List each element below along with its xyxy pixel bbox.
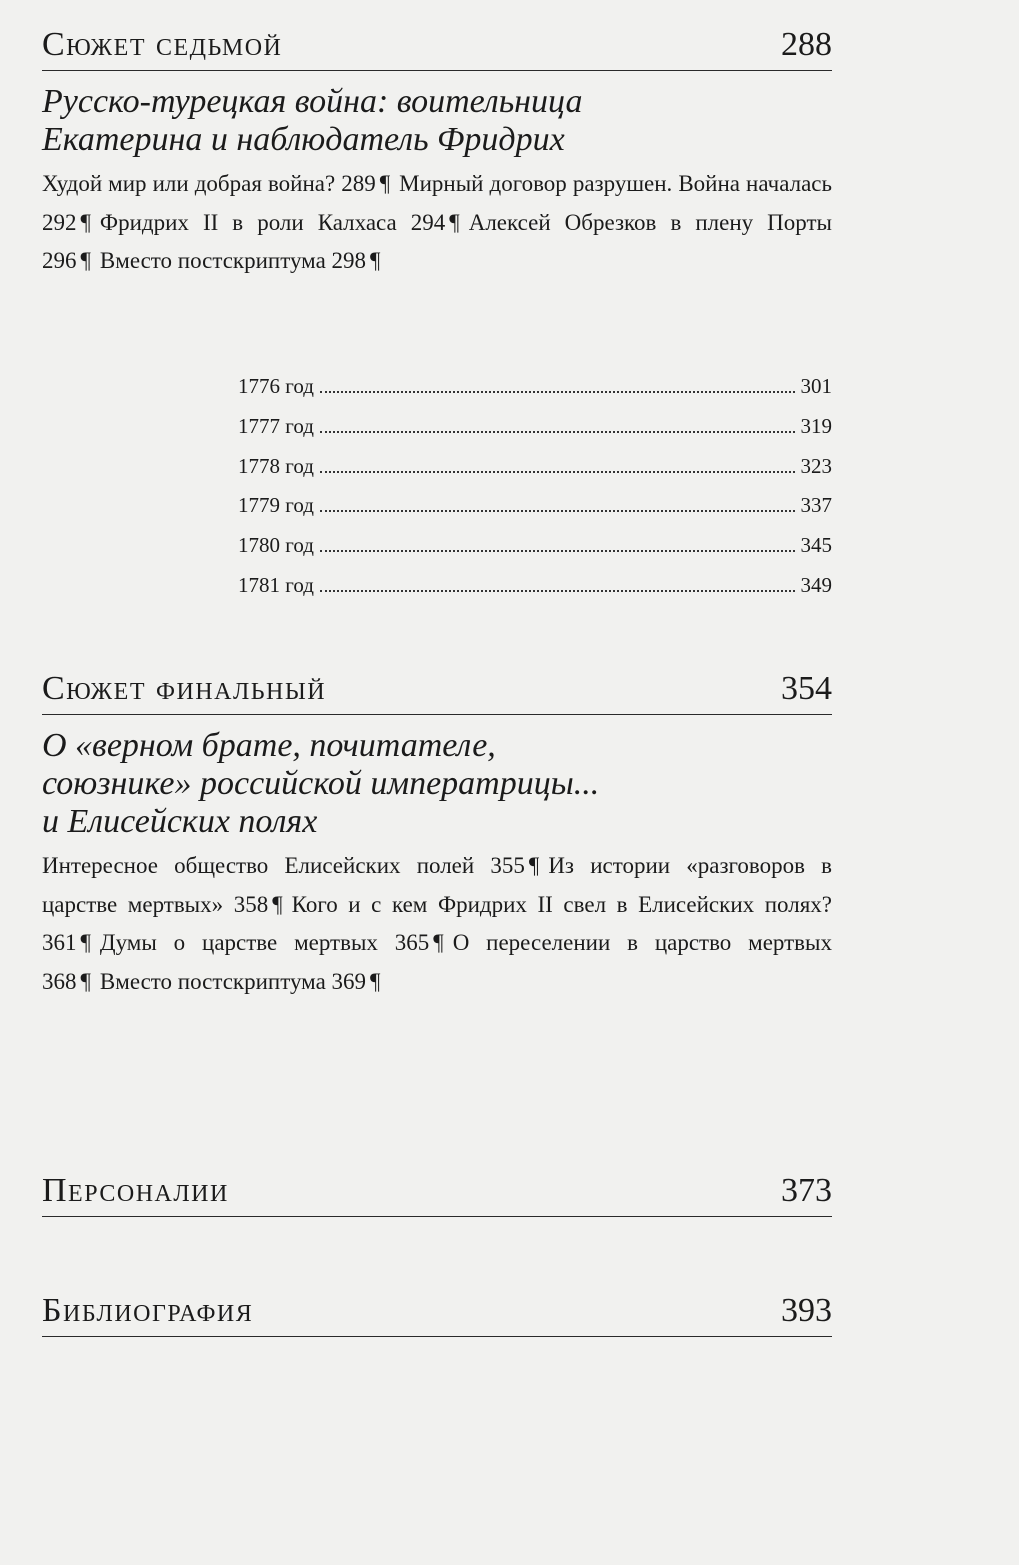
pilcrow-mark: ¶ xyxy=(80,968,91,994)
section-header xyxy=(42,670,832,715)
year-page-number: 319 xyxy=(800,413,832,438)
section-header xyxy=(42,1292,832,1337)
dot-leader xyxy=(320,471,795,473)
dot-leader xyxy=(320,510,795,512)
year-row xyxy=(238,374,832,414)
dot-leader xyxy=(320,431,795,433)
toc-entry: Алексей Обрезков в плену Порты 296 xyxy=(42,209,832,273)
year-label: 1776 год xyxy=(238,374,314,398)
pilcrow-mark: ¶ xyxy=(433,930,444,955)
toc-entry: Из истории «разговоров в царстве мертвых» 358 xyxy=(42,853,833,917)
year-page-number: 301 xyxy=(800,374,832,398)
toc-entry: Кого и с кем Фридрих II свел в Елисейских полях? 361 xyxy=(42,891,832,955)
section-header xyxy=(42,1172,832,1217)
toc-entry: Вместо постскриптума 369 xyxy=(99,968,367,994)
subtitle-line: союзнике» российской императрицы... xyxy=(42,765,600,802)
section-page-number: 393 xyxy=(781,1292,832,1329)
dot-leader xyxy=(320,590,795,592)
year-label: 1777 год xyxy=(238,413,314,438)
dot-leader xyxy=(320,550,795,552)
pilcrow-mark: ¶ xyxy=(379,171,391,196)
year-label: 1779 год xyxy=(238,493,314,518)
pilcrow-mark: ¶ xyxy=(528,853,540,878)
section-page-number: 373 xyxy=(781,1172,832,1209)
year-row xyxy=(238,454,832,494)
year-row xyxy=(238,533,832,573)
pilcrow-mark: ¶ xyxy=(272,891,283,917)
section-contents xyxy=(42,165,832,281)
year-page-number: 349 xyxy=(800,572,832,597)
pilcrow-mark: ¶ xyxy=(80,930,91,955)
toc-entry: Мирный договор разрушен. Война началась 292 xyxy=(42,171,832,235)
subtitle-line: Русско-турецкая война: воительница xyxy=(42,83,583,120)
pilcrow-mark: ¶ xyxy=(80,248,91,273)
toc-section-final xyxy=(42,670,832,1001)
toc-entry: Фридрих II в роли Калхаса 294 xyxy=(99,209,446,235)
section-contents xyxy=(42,847,832,1001)
section-subtitle xyxy=(42,727,832,841)
toc-entry: Интересное общество Елисейских полей 355 xyxy=(42,853,525,878)
year-label: 1781 год xyxy=(238,572,314,597)
dot-leader xyxy=(320,391,795,393)
section-title: Персоналии xyxy=(42,1172,229,1209)
toc-entry: Худой мир или добрая война? 289 xyxy=(42,171,376,196)
subtitle-line: Екатерина и наблюдатель Фридрих xyxy=(42,121,565,158)
pilcrow-mark: ¶ xyxy=(370,968,381,994)
subtitle-line: О «верном брате, почитателе, xyxy=(42,727,496,764)
year-row xyxy=(238,414,832,454)
year-list xyxy=(238,374,832,613)
toc-entry: Вместо постскриптума 298 xyxy=(99,248,367,273)
section-page-number: 288 xyxy=(781,26,832,63)
section-subtitle xyxy=(42,83,832,159)
subtitle-line: и Елисейских полях xyxy=(42,803,318,840)
year-page-number: 345 xyxy=(800,533,832,558)
year-row xyxy=(238,573,832,613)
year-label: 1780 год xyxy=(238,533,314,558)
toc-entry: О переселении в царство мертвых 368 xyxy=(42,930,832,994)
toc-section-personalia xyxy=(42,1172,832,1217)
pilcrow-mark: ¶ xyxy=(80,209,91,235)
toc-section-bibliography xyxy=(42,1292,832,1337)
section-header xyxy=(42,26,832,71)
year-page-number: 337 xyxy=(800,493,832,518)
section-title: Сюжет седьмой xyxy=(42,26,283,63)
pilcrow-mark: ¶ xyxy=(449,209,460,235)
section-title: Сюжет финальный xyxy=(42,670,327,707)
year-label: 1778 год xyxy=(238,453,314,478)
year-page-number: 323 xyxy=(800,453,832,478)
pilcrow-mark: ¶ xyxy=(370,248,381,273)
section-page-number: 354 xyxy=(781,670,832,707)
section-title: Библиография xyxy=(42,1292,254,1329)
year-row xyxy=(238,493,832,533)
toc-section-seventh xyxy=(42,26,832,281)
toc-entry: Думы о царстве мертвых 365 xyxy=(99,930,430,955)
